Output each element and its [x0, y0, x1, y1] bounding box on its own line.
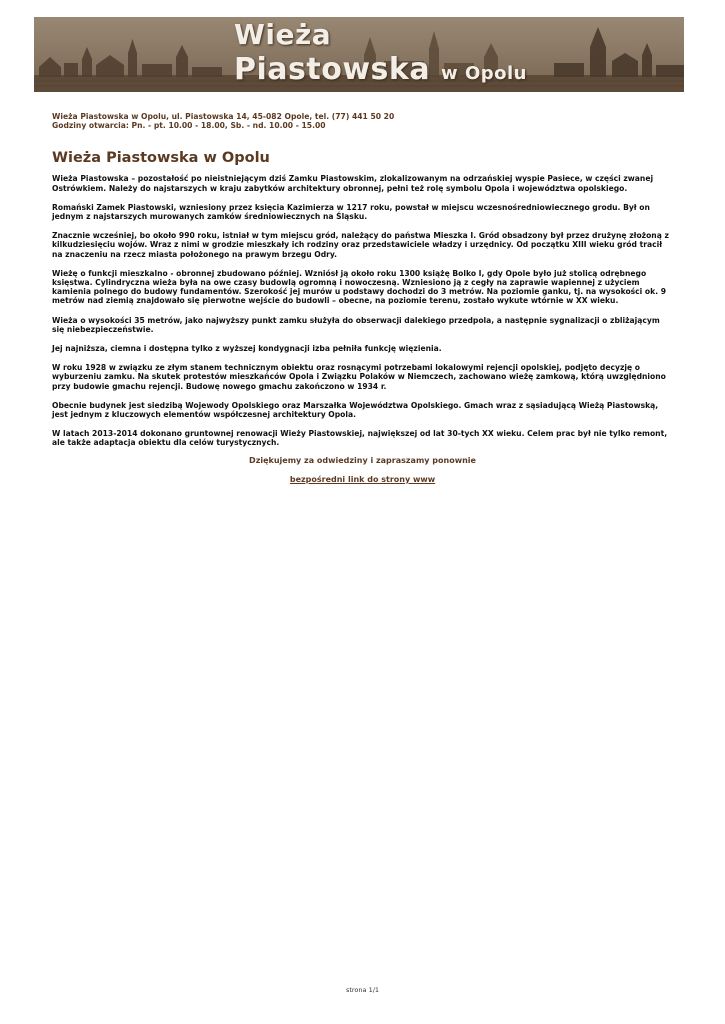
- paragraph-3: Znacznie wcześniej, bo około 990 roku, istniał w tym miejscu gród, należący do państwa Mieszka I. Gród obsadzony był przez drużynę złożoną z kilkudziesięciu wojów. Wraz z nimi w grodzie mieszkały ich rodziny oraz przedstawiciele władzy i urzędnicy. Od początku XIII wieku gród tracił na znaczeniu na rzecz miasta położonego na prawym brzegu Odry.: [52, 231, 669, 259]
- banner-title-suffix: w Opolu: [441, 63, 527, 84]
- website-link[interactable]: bezpośredni link do strony www: [289, 475, 436, 484]
- paragraph-4: Wieżę o funkcji mieszkalno - obronnej zbudowano później. Wzniósł ją około roku 1300 książę Bolko I, gdy Opole było już stolicą odrębnego księstwa. Cylindryczna wieża była na owe czasy budowlą ogromną i nowoczesną. Wzniesiono ją z cegły na zaprawie wapiennej z użyciem kamienia polnego do budowy fundamentów. Szerokość jej murów u podstawy dochodzi do 3 metrów. Na poziomie ganku, tj. na wysokości ok. 9 metrów nad ziemią znajdowało się pierwotne wejście do budowli – obecne, na poziomie terenu, zostało wykute wtórnie w XX wieku.: [52, 268, 667, 306]
- banner-title-main: Piastowska: [234, 52, 431, 87]
- page-title: Wieża Piastowska w Opolu: [52, 150, 270, 167]
- paragraph-6: Jej najniższa, ciemna i dostępna tylko z wyższej kondygnacji izba pełniła funkcję więzienia.: [52, 344, 442, 354]
- paragraph-7: W roku 1928 w związku ze złym stanem technicznym obiektu oraz rosnącymi potrzebami lokalowymi rejencji opolskiej, podjęto decyzję o wyburzeniu zamku. Na skutek protestów mieszkańców Opola i Związku Polaków w Niemczech, zachowano wieżę zamkową, którą uwzględniono przy budowie gmachu rejencji. Budowę nowego gmachu zakończono w 1934 r.: [52, 363, 666, 391]
- banner-title-line2: [234, 52, 527, 87]
- thanks-message: Dziękujemy za odwiedziny i zapraszamy ponownie: [249, 456, 476, 465]
- paragraph-9: W latach 2013-2014 dokonano gruntownej renowacji Wieży Piastowskiej, największej od lat 30-tych XX wieku. Celem prac był nie tylko remont, ale także adaptacja obiektu dla celów turystycznych.: [52, 429, 668, 448]
- opening-hours-line: Godziny otwarcia: Pn. - pt. 10.00 - 18.00, Sb. - nd. 10.00 - 15.00: [52, 121, 326, 131]
- paragraph-5: Wieża o wysokości 35 metrów, jako najwyższy punkt zamku służyła do obserwacji dalekiego przedpola, a następnie sygnalizacji o zbliżającym się niebezpieczeństwie.: [52, 315, 660, 334]
- main-content: [52, 112, 672, 458]
- header-banner: [34, 17, 684, 92]
- banner-title-line1: Wieża: [234, 18, 332, 51]
- paragraph-8: Obecnie budynek jest siedzibą Wojewody Opolskiego oraz Marszałka Województwa Opolskiego. Gmach wraz z sąsiadującą Wieżą Piastowską, jest jednym z kluczowych elementów współczesnej architektury Opola.: [52, 400, 659, 420]
- paragraph-1: Wieża Piastowska – pozostałość po nieistniejącym dziś Zamku Piastowskim, zlokalizowanym na odrzańskiej wyspie Pasiece, w części zwanej Ostrówkiem. Należy do najstarszych w kraju zabytków architektury obronnej, pełni też rolę symbolu Opola i województwa opolskiego.: [52, 174, 654, 193]
- page-number: strona 1/1: [345, 986, 380, 994]
- address-line: Wieża Piastowska w Opolu, ul. Piastowska 14, 45-082 Opole, tel. (77) 441 50 20: [52, 112, 395, 121]
- paragraph-2: Romański Zamek Piastowski, wzniesiony przez księcia Kazimierza w 1217 roku, powstał w miejscu wczesnośredniowiecznego grodu. Był on jednym z najstarszych murowanych zamków średniowiecznych na Śląsku.: [52, 202, 650, 222]
